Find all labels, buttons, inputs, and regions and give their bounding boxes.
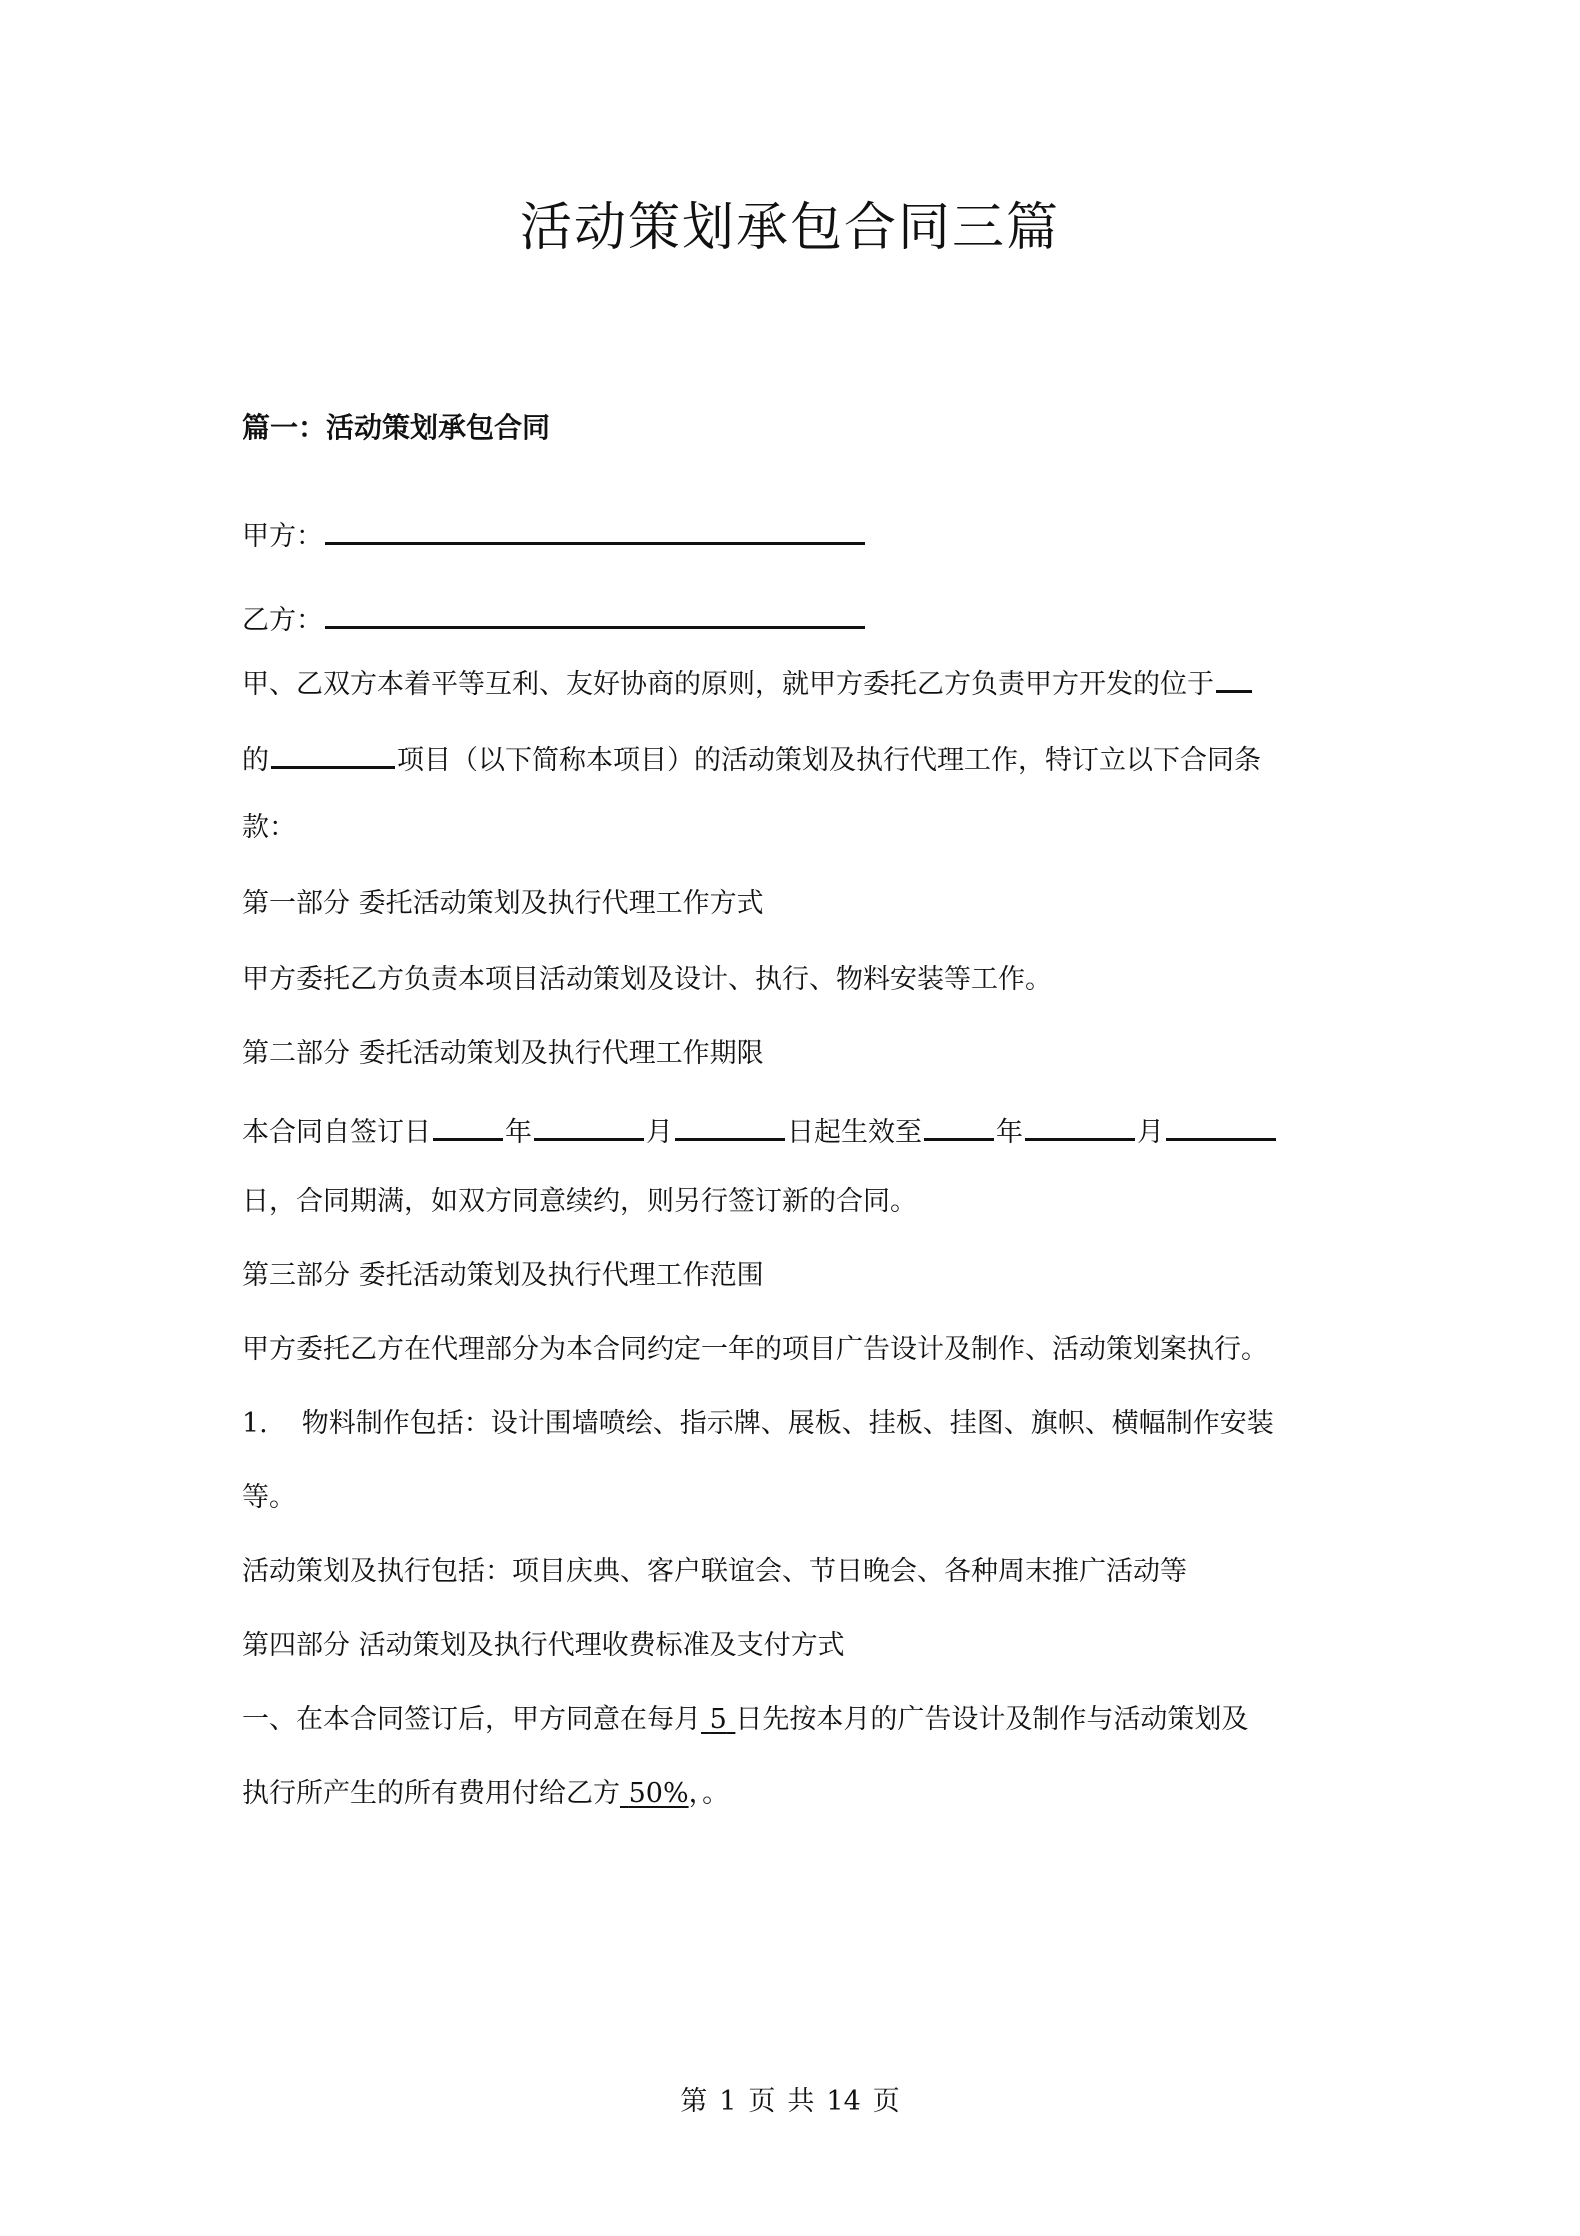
project-name-blank[interactable] xyxy=(271,738,395,769)
clause1-text-d: ，。 xyxy=(688,1778,730,1809)
start-month-blank[interactable] xyxy=(534,1110,644,1141)
intro-text-1: 甲、乙双方本着平等互利、友好协商的原则，就甲方委托乙方负责甲方开发的位于 xyxy=(242,669,1214,700)
footer-ye: 页 xyxy=(748,2086,776,2117)
clause1-text-b: 日先按本月的广告设计及制作与活动策划及 xyxy=(735,1704,1249,1735)
part2-heading: 第二部分 委托活动策划及执行代理工作期限 xyxy=(242,1038,764,1069)
page-number: 1 xyxy=(719,2086,737,2117)
party-b-label: 乙方： xyxy=(242,605,323,636)
intro-line-2 xyxy=(242,738,1261,779)
year-label: 年 xyxy=(505,1117,532,1148)
party-b-blank[interactable] xyxy=(325,598,865,629)
intro-line-3: 款： xyxy=(242,812,296,843)
payment-percent-value: 50% xyxy=(628,1778,689,1809)
document-title: 活动策划承包合同三篇 xyxy=(519,198,1060,258)
end-day-blank[interactable] xyxy=(1166,1110,1276,1141)
part4-clause1-line1 xyxy=(242,1702,1248,1738)
party-a-label: 甲方： xyxy=(242,521,323,552)
item-number: 1. xyxy=(242,1408,268,1439)
day-from-label: 日起生效至 xyxy=(787,1117,922,1148)
footer-ye2: 页 xyxy=(872,2086,900,2117)
page-footer xyxy=(0,2084,1580,2120)
end-month-blank[interactable] xyxy=(1025,1110,1135,1141)
year2-label: 年 xyxy=(996,1117,1023,1148)
intro-line-1 xyxy=(242,662,1254,703)
footer-di: 第 xyxy=(680,2086,708,2117)
footer-gong: 共 xyxy=(787,2086,815,2117)
item1-text: 物料制作包括：设计围墙喷绘、指示牌、展板、挂板、挂图、旗帜、横幅制作安装 xyxy=(301,1408,1274,1439)
month-label: 月 xyxy=(646,1117,673,1148)
part3-activities: 活动策划及执行包括：项目庆典、客户联谊会、节日晚会、各种周末推广活动等 xyxy=(242,1556,1187,1587)
location-blank[interactable] xyxy=(1216,662,1252,693)
part3-text: 甲方委托乙方在代理部分为本合同约定一年的项目广告设计及制作、活动策划案执行。 xyxy=(242,1334,1268,1365)
total-pages: 14 xyxy=(826,2086,861,2117)
intro-text-2a: 的 xyxy=(242,745,269,776)
part1-text: 甲方委托乙方负责本项目活动策划及设计、执行、物料安装等工作。 xyxy=(242,964,1052,995)
part4-heading: 第四部分 活动策划及执行代理收费标准及支付方式 xyxy=(242,1630,845,1661)
intro-text-2b: 项目（以下简称本项目）的活动策划及执行代理工作，特订立以下合同条 xyxy=(397,745,1261,776)
part2-term-line xyxy=(242,1110,1278,1151)
part4-clause1-line2 xyxy=(242,1776,729,1812)
end-year-blank[interactable] xyxy=(924,1110,994,1141)
term-prefix: 本合同自签订日 xyxy=(242,1117,431,1148)
part3-item1-line2: 等。 xyxy=(242,1482,296,1513)
month2-label: 月 xyxy=(1137,1117,1164,1148)
start-day-blank[interactable] xyxy=(675,1110,785,1141)
part3-heading: 第三部分 委托活动策划及执行代理工作范围 xyxy=(242,1260,764,1291)
part1-heading: 第一部分 委托活动策划及执行代理工作方式 xyxy=(242,888,764,919)
section-heading: 篇一：活动策划承包合同 xyxy=(242,411,551,444)
party-a-blank[interactable] xyxy=(325,514,865,545)
clause1-text-c: 执行所产生的所有费用付给乙方 xyxy=(242,1778,620,1809)
start-year-blank[interactable] xyxy=(433,1110,503,1141)
part3-item1-line1 xyxy=(242,1406,1274,1442)
party-a-line xyxy=(242,514,867,555)
party-b-line xyxy=(242,598,867,639)
part2-line2: 日，合同期满，如双方同意续约，则另行签订新的合同。 xyxy=(242,1186,917,1217)
clause1-text-a: 一、在本合同签订后，甲方同意在每月 xyxy=(242,1704,701,1735)
payment-day-value: 5 xyxy=(709,1704,727,1735)
